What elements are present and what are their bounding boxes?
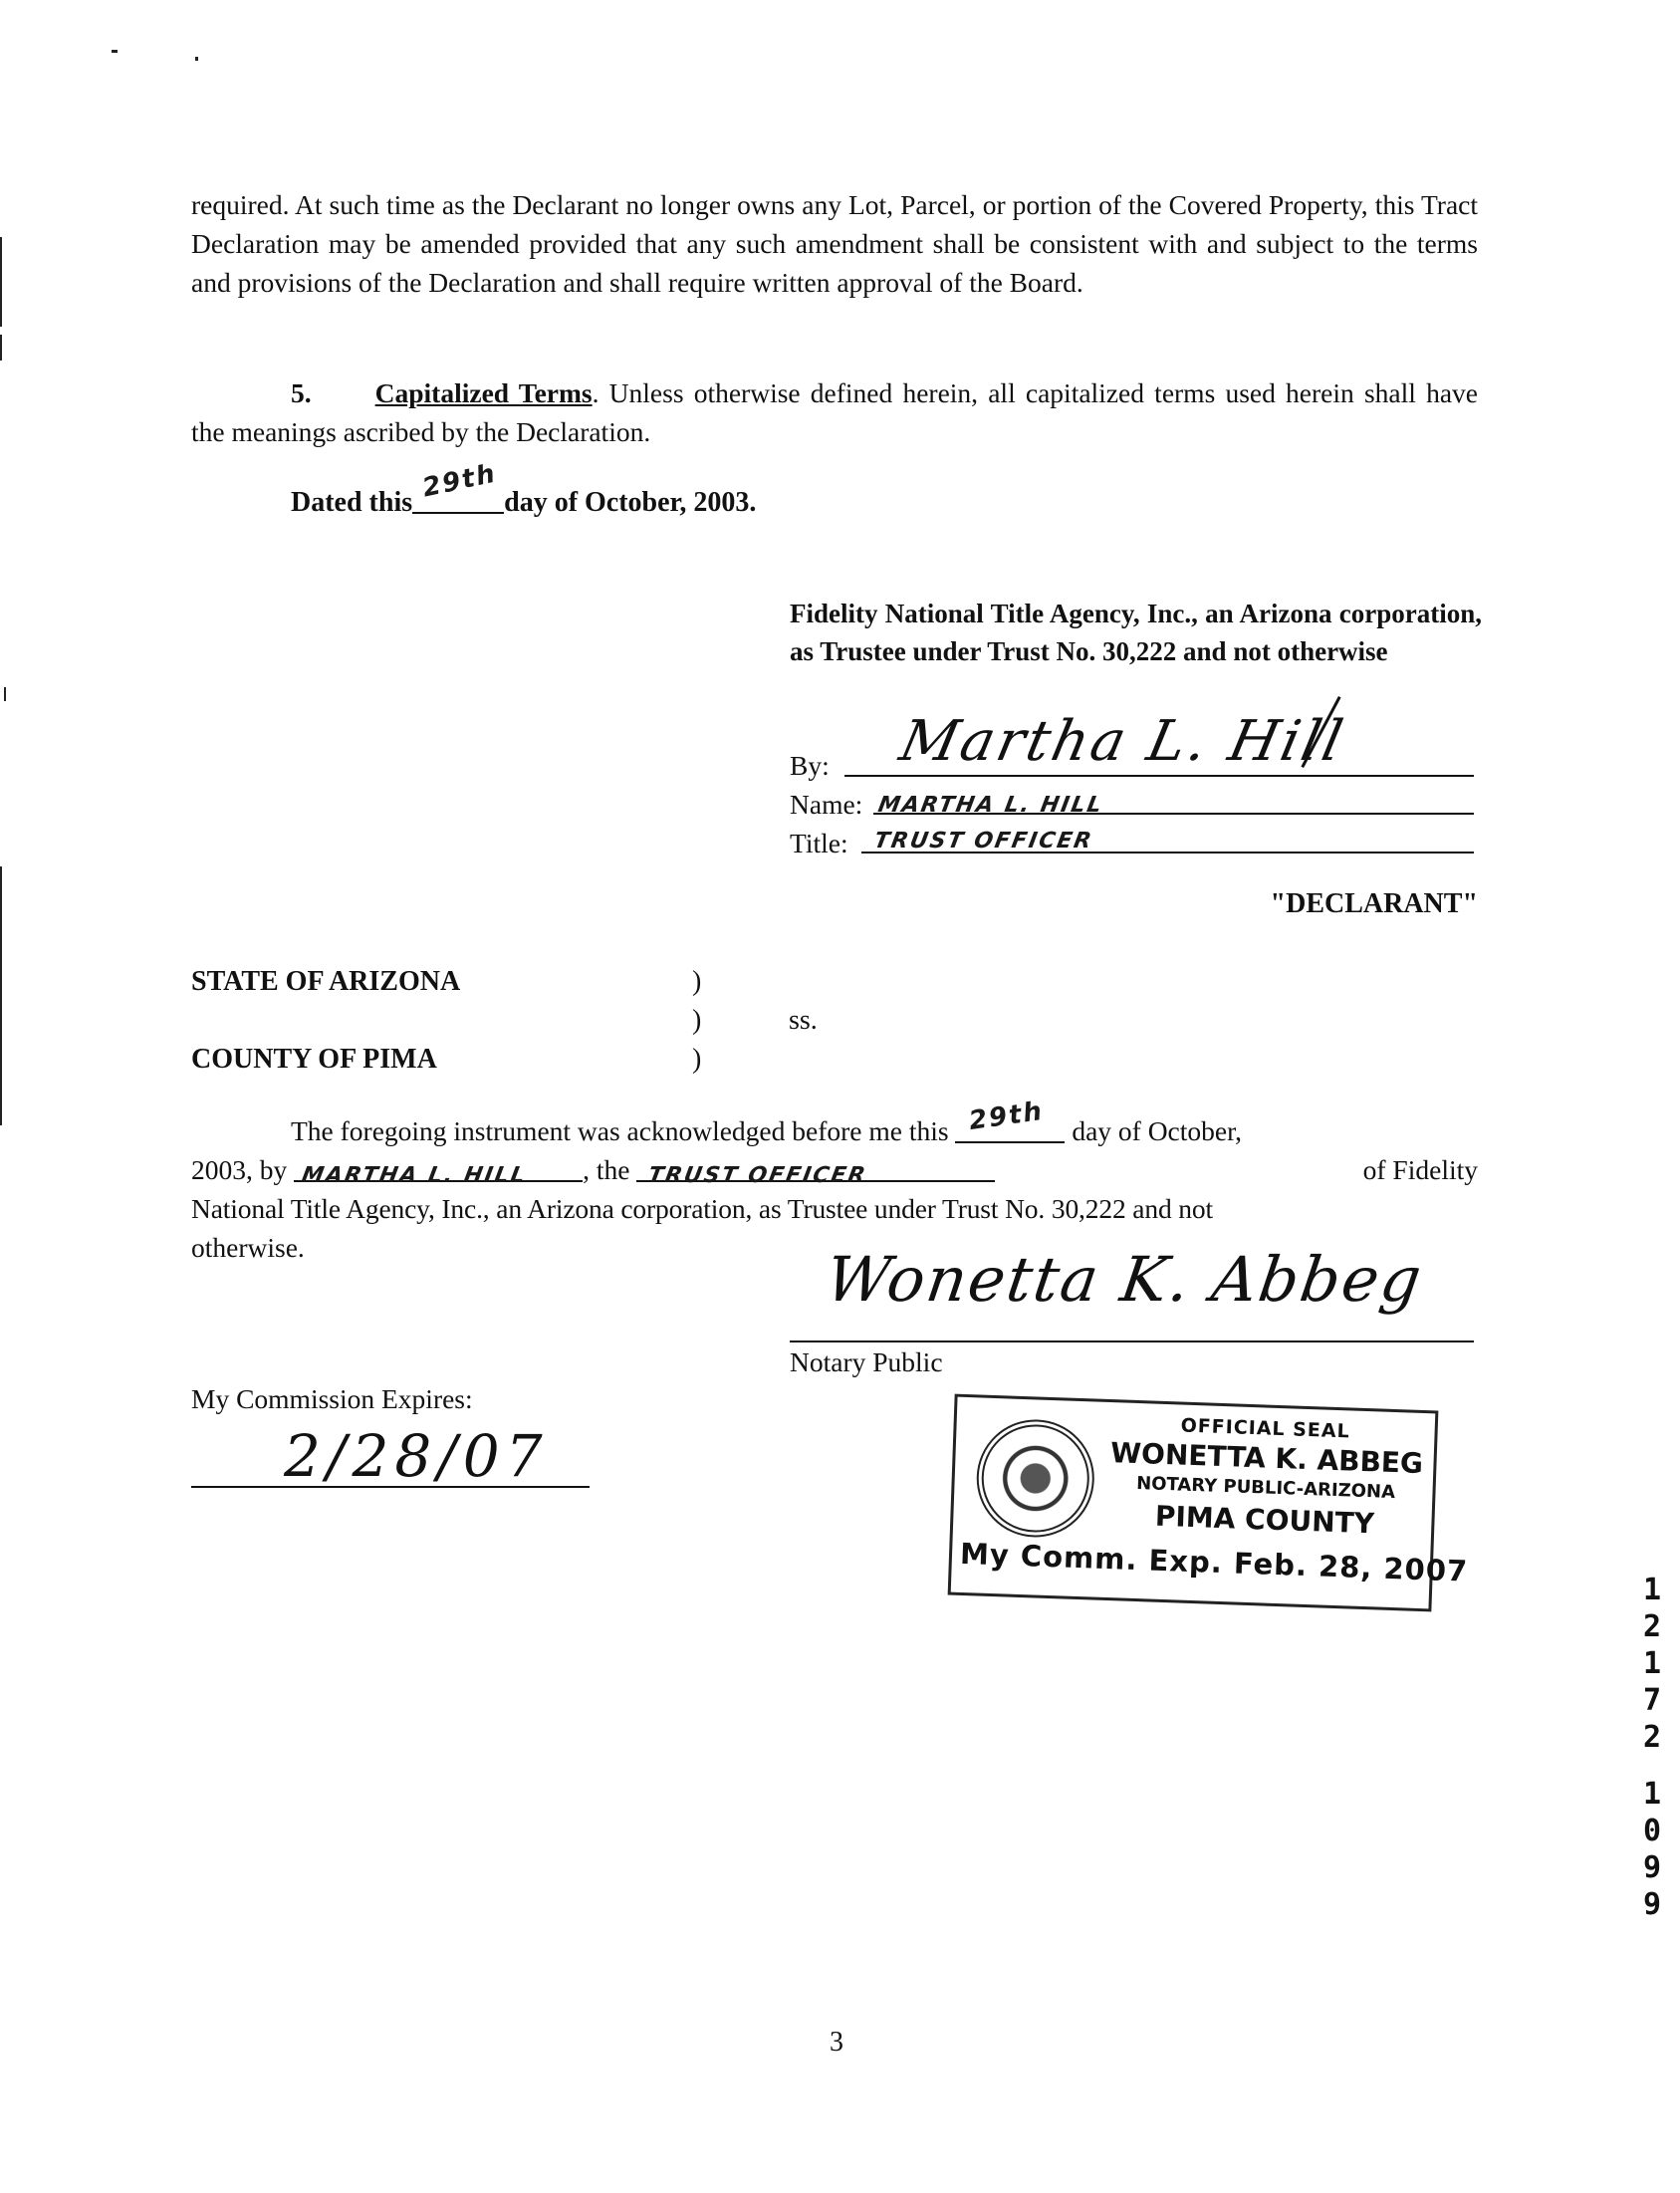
title-value: TRUST OFFICER: [871, 829, 1095, 853]
recording-digit: 2: [1642, 1609, 1662, 1644]
notary-signature: Wonetta K. Abbeg: [821, 1243, 1428, 1316]
title-label: Title:: [790, 828, 848, 858]
recording-digit: 1: [1642, 1777, 1662, 1812]
recording-digit: 9: [1642, 1850, 1662, 1885]
official-seal-stamp: [948, 1394, 1469, 1612]
seal-line-1: OFFICIAL SEAL: [1180, 1414, 1351, 1443]
ack-text: day of October,: [1072, 1115, 1243, 1146]
notary-label: Notary Public: [790, 1346, 943, 1377]
ack-text: 2003, by: [191, 1154, 288, 1185]
ack-name-handwritten: MARTHA L. HILL: [299, 1163, 529, 1188]
recording-digit: 2: [1642, 1720, 1662, 1755]
recording-digit-gap: [1641, 1756, 1663, 1776]
declarant-label: "DECLARANT": [1270, 888, 1478, 919]
scan-speck: [195, 57, 198, 61]
arizona-seal-emblem: [975, 1417, 1096, 1539]
section-5-text: . Unless otherwise defined herein, all capitalized terms used herein shall have the meanings ascribed by the Declaration.: [191, 377, 1478, 447]
dated-suffix: day of October, 2003.: [504, 487, 757, 518]
by-signature: Martha L. Hill: [894, 709, 1351, 774]
dated-prefix: Dated this: [291, 487, 413, 518]
dated-line: [291, 458, 757, 519]
ack-line-2: [191, 1150, 1478, 1189]
seal-line-4: PIMA COUNTY: [1154, 1499, 1375, 1541]
ack-text: of Fidelity: [1362, 1154, 1478, 1185]
ack-text: , the: [583, 1154, 630, 1185]
scan-speck: [0, 335, 2, 361]
recording-digit: 1: [1642, 1646, 1662, 1681]
seal-line-2: WONETTA K. ABBEG: [1109, 1436, 1424, 1481]
ack-line-4: otherwise.: [191, 1232, 305, 1263]
section-5: [191, 373, 1478, 451]
scan-speck: [4, 687, 6, 701]
ack-text: The foregoing instrument was acknowledged before me this: [291, 1115, 949, 1146]
name-value: MARTHA L. HILL: [875, 793, 1105, 818]
scan-speck: [0, 237, 2, 327]
venue-paren-3: ): [692, 1044, 702, 1075]
recording-number: [1641, 1572, 1663, 1923]
commission-date: 2/28/07: [284, 1422, 549, 1490]
ack-line-3: National Title Agency, Inc., an Arizona corporation, as Trustee under Trust No. 30,222 and not: [191, 1193, 1213, 1224]
scan-speck: [0, 866, 2, 1125]
section-5-heading: Capitalized Terms: [374, 377, 593, 408]
seal-line-5: My Comm. Exp. Feb. 28, 2007: [959, 1536, 1469, 1588]
by-label: By:: [790, 750, 830, 781]
ack-day-handwritten: 29th: [967, 1096, 1047, 1137]
recording-digit: 7: [1642, 1683, 1662, 1718]
name-label: Name:: [790, 789, 863, 820]
venue-county: COUNTY OF PIMA: [191, 1044, 437, 1075]
signature-entity: Fidelity National Title Agency, Inc., an Arizona corporation, as Trustee under Trust No. 30,222 and not otherwise: [790, 599, 1482, 666]
recording-digit: 1: [1642, 1573, 1662, 1607]
recording-digit: 9: [1642, 1887, 1662, 1922]
venue-state: STATE OF ARIZONA: [191, 966, 461, 997]
seal-line-3: NOTARY PUBLIC-ARIZONA: [1135, 1473, 1396, 1504]
scan-speck: [112, 50, 118, 53]
notary-signature-line: [790, 1315, 1474, 1342]
page-number: 3: [830, 2027, 843, 2058]
ack-line-1: [191, 1096, 1478, 1150]
venue-ss: ss.: [789, 1005, 818, 1036]
venue-paren-2: ): [692, 1005, 702, 1036]
recording-digit: 0: [1642, 1814, 1662, 1848]
ack-title-handwritten: TRUST OFFICER: [646, 1163, 869, 1188]
commission-label: My Commission Expires:: [191, 1383, 473, 1414]
venue-paren-1: ): [692, 966, 702, 997]
section-5-number: 5.: [291, 377, 312, 408]
paragraph-required: required. At such time as the Declarant no longer owns any Lot, Parcel, or portion of the Covered Property, this Tract Declaration may be amended provided that any such amendment shall be consistent with and subject to the terms and provisions of the Declaration and shall require written approval of the Board.: [191, 189, 1478, 298]
dated-day-handwritten: 29th: [419, 458, 500, 504]
